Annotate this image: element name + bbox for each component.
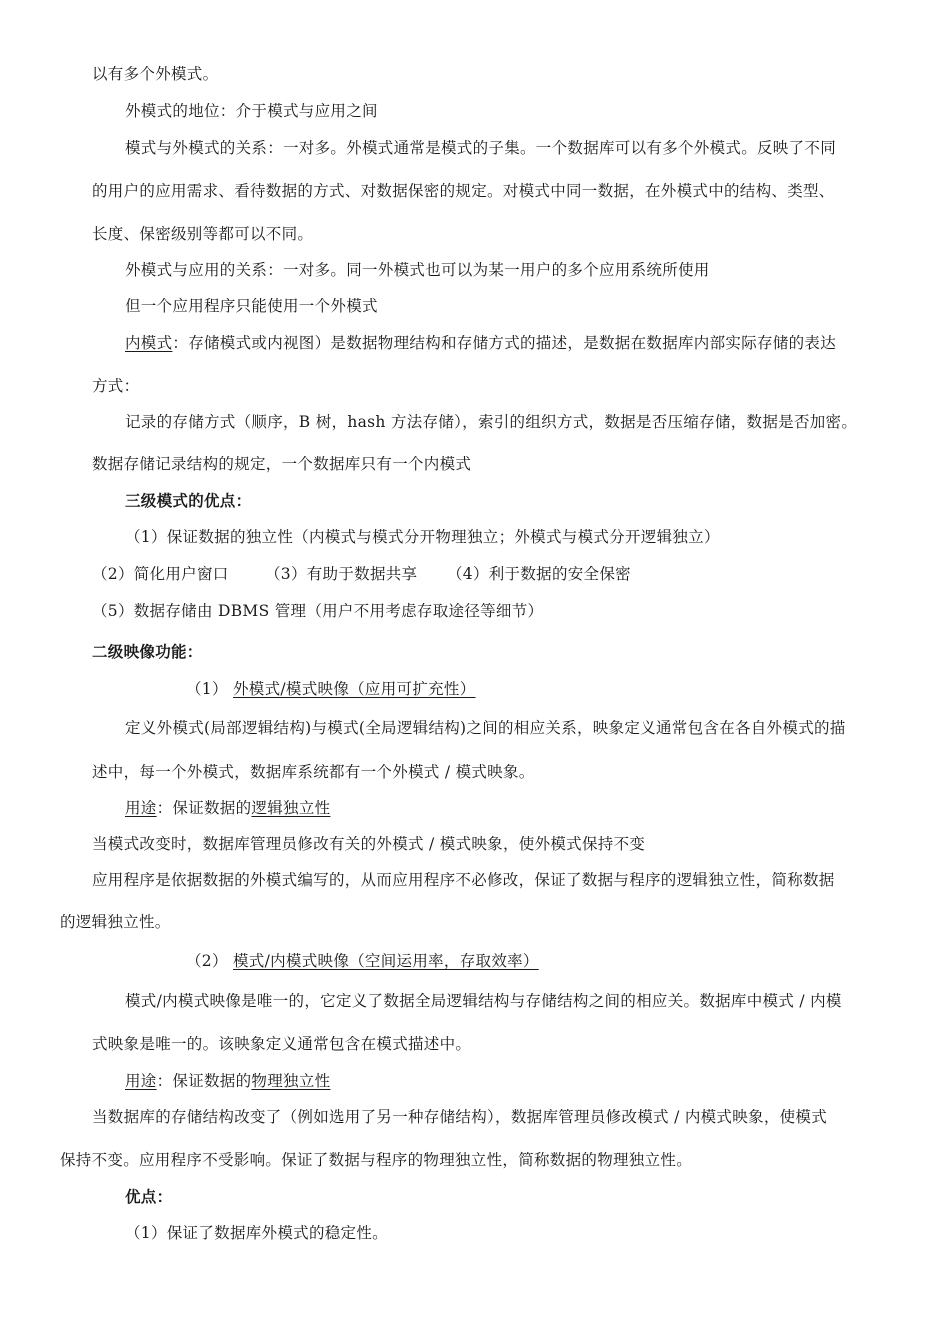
paragraph-line <box>125 1071 330 1091</box>
paragraph-line: 记录的存储方式（顺序，B 树，hash 方法存储），索引的组织方式，数据是否压缩存储，数据是否加密。 <box>125 413 858 431</box>
list-item: （5）数据存储由 DBMS 管理（用户不用考虑存取途径等细节） <box>92 602 544 620</box>
list-item: （2）简化用户窗口 <box>92 565 229 583</box>
subsection-title: 模式/内模式映像（空间运用率，存取效率） <box>233 952 539 970</box>
paragraph-line: 外模式的地位：介于模式与应用之间 <box>125 102 378 120</box>
term-usage: 用途 <box>125 799 157 817</box>
paragraph-line: 应用程序是依据数据的外模式编写的，从而应用程序不必修改，保证了数据与程序的逻辑独立性，简称数据 <box>92 871 835 889</box>
subsection-heading <box>186 951 539 971</box>
paragraph-line: 当模式改变时，数据库管理员修改有关的外模式 / 模式映象，使外模式保持不变 <box>92 835 646 853</box>
paragraph-line: 的用户的应用需求、看待数据的方式、对数据保密的规定。对模式中同一数据，在外模式中的结构、类型、 <box>92 182 835 200</box>
paragraph-line: 式映象是唯一的。该映象定义通常包含在模式描述中。 <box>92 1035 472 1053</box>
paragraph-line <box>125 333 836 353</box>
paragraph-line: 定义外模式(局部逻辑结构)与模式(全局逻辑结构)之间的相应关系，映象定义通常包含在各自外模式的描 <box>125 719 846 737</box>
paragraph-line: 模式与外模式的关系：一对多。外模式通常是模式的子集。一个数据库可以有多个外模式。反映了不同 <box>125 139 837 157</box>
subsection-title: 外模式/模式映像（应用可扩充性） <box>233 680 476 698</box>
section-heading: 二级映像功能： <box>92 642 203 661</box>
paragraph-line: 但一个应用程序只能使用一个外模式 <box>125 297 378 315</box>
term-physical-independence: 物理独立性 <box>251 1072 331 1090</box>
item-number: （1） <box>186 680 228 698</box>
paragraph-line <box>125 798 330 818</box>
term-usage: 用途 <box>125 1072 157 1090</box>
paragraph-line: 模式/内模式映像是唯一的，它定义了数据全局逻辑结构与存储结构之间的相应关。数据库中模式 / 内模 <box>125 992 842 1010</box>
paragraph-line: 长度、保密级别等都可以不同。 <box>92 225 314 243</box>
list-item: （1）保证了数据库外模式的稳定性。 <box>125 1224 388 1242</box>
usage-text: ：保证数据的 <box>156 799 252 817</box>
list-item: （1）保证数据的独立性（内模式与模式分开物理独立；外模式与模式分开逻辑独立） <box>125 528 720 546</box>
definition-text: ：存储模式或内视图）是数据物理结构和存储方式的描述，是数据在数据库内部实际存储的表达 <box>172 334 837 352</box>
term-logical-independence: 逻辑独立性 <box>251 799 331 817</box>
paragraph-line: 外模式与应用的关系：一对多。同一外模式也可以为某一用户的多个应用系统所使用 <box>125 261 710 279</box>
paragraph-line: 数据存储记录结构的规定，一个数据库只有一个内模式 <box>92 455 472 473</box>
subsection-heading <box>186 679 476 699</box>
paragraph-line: 以有多个外模式。 <box>92 65 219 83</box>
paragraph-line: 述中，每一个外模式，数据库系统都有一个外模式 / 模式映象。 <box>92 763 535 781</box>
paragraph-line: 当数据库的存储结构改变了（例如选用了另一种存储结构），数据库管理员修改模式 / 内模式映象，使模式 <box>92 1108 828 1126</box>
list-item: （3）有助于数据共享 <box>265 565 418 583</box>
list-item: （4）利于数据的安全保密 <box>447 565 631 583</box>
usage-text: ：保证数据的 <box>156 1072 252 1090</box>
paragraph-line: 方式： <box>92 377 140 395</box>
section-heading: 优点： <box>125 1187 173 1206</box>
section-heading: 三级模式的优点： <box>125 491 252 510</box>
paragraph-line: 保持不变。应用程序不受影响。保证了数据与程序的物理独立性，简称数据的物理独立性。 <box>60 1151 693 1169</box>
item-number: （2） <box>186 952 228 970</box>
paragraph-line: 的逻辑独立性。 <box>60 913 171 931</box>
term-internal-schema: 内模式 <box>125 334 173 352</box>
